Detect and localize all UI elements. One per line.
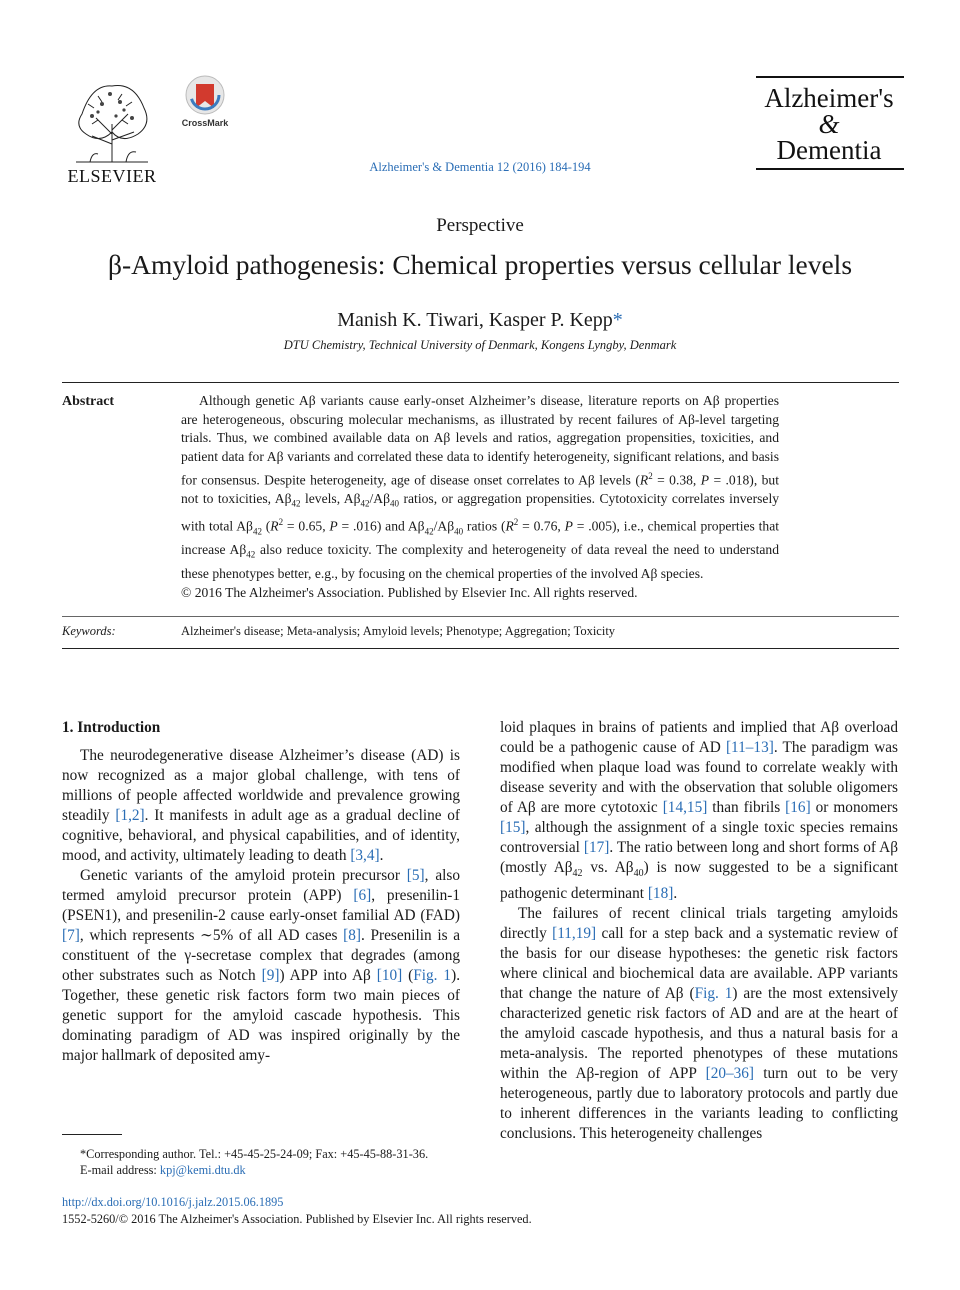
abstract-text: Although genetic Aβ variants cause early-onset Alzheimer’s disease, literature reports on Aβ properties are heterogeneous, obscuring molecular mechanisms, as illustrated by recent failures of Aβ-level targeting trials. Thus, we combined available data on Aβ levels and ratios, aggregation propensities, toxicities, and patient data for Aβ variants and correlated these data to identify heterogeneity, significant relations, and basis for consensus. Despite heterogeneity, age of disease onset correlates to Aβ levels ($R^2 = 0.38$, P = .018), but not to toxicities, $A\beta_{42}$ levels, $A\beta_{42}/A\beta_{40}$ ratios, or aggregation propensities. Cytotoxicity correlates inversely with total $A\beta_{42}$ ($R^2 = 0.65$, P = .016) and $A\beta_{42}/A\beta_{40}$ ratios ($R^2 = 0.76$, P = .005), i.e., chemical properties that increase $A\beta_{42}$ also reduce toxicity. The complexity and heterogeneity of data reveal the need to understand these phenotypes better, e.g., by focusing on the chemical properties of the involved Aβ species. © 2016 The Alzheimer's Association. Published by Elsevier Inc. All rights reserved. [181,392,779,602]
affiliation: DTU Chemistry, Technical University of Denmark, Kongens Lyngby, Denmark [283,338,677,352]
citation-link[interactable]: [11–13] [725,739,774,756]
abstract-label: Abstract [62,394,115,409]
corresponding-author-mark[interactable]: * [612,309,623,331]
citation-link[interactable]: [18] [647,885,674,903]
email-link[interactable]: kpj@kemi.dtu.dk [159,1163,246,1177]
crossmark-label: CrossMark [181,118,229,128]
body-column-right [500,718,898,1144]
corresponding-author-note: *Corresponding author. Tel.: +45-45-25-24-09; Fax: +45-45-88-31-36. [80,1147,429,1161]
paragraph: The neurodegenerative disease Alzheimer’s disease (AD) is now recognized as a major global challenge, with tens of millions of people affected worldwide and prevalence growing steadily [1,2]. It manifests in adult age as a gradual decline of cognitive, behavioral, and physical capabilities, and of identity, mood, and activity, ultimately leading to death [3,4]. [62,747,461,864]
figure-link[interactable]: Fig. 1 [413,967,452,984]
authors-text: Manish K. Tiwari, Kasper P. Kepp [337,309,613,331]
journal-citation[interactable]: Alzheimer's & Dementia 12 (2016) 184-194 [369,160,591,174]
article-title: β-Amyloid pathogenesis: Chemical properties versus cellular levels [107,249,853,280]
crossmark-badge[interactable] [180,74,230,128]
citation-link[interactable]: [7] [62,927,80,944]
journal-logo-line-3: Dementia [776,135,882,165]
citation-link[interactable]: [5] [406,867,425,884]
citation-link[interactable]: [8] [343,927,361,944]
paragraph: loid plaques in brains of patients and implied that Aβ overload could be a pathogenic cause of AD [11–13]. The paradigm was modified when plaque load was found to correlate weakly with disease severity and with the observation that soluble oligomers of Aβ are more cytotoxic [14,15] than fibrils [16] or monomers [15], although the assignment of a single toxic species remains controversial [17]. The ratio between long and short forms of Aβ (mostly $A\beta_{42}$ vs. $A\beta_{40}$) is now suggested to be a significant pathogenic determinant [18]. [500,719,899,903]
citation-link[interactable]: [16] [785,799,811,816]
abstract-bottom-rule [62,648,899,649]
issn-copyright: 1552-5260/© 2016 The Alzheimer's Association. Published by Elsevier Inc. All rights reserved. [62,1212,532,1226]
citation-link[interactable]: [1,2] [115,807,145,824]
paragraph: The failures of recent clinical trials targeting amyloids directly [11,19] call for a step back and a systematic review of the basis for our disease hypotheses: the genetic risk factors where clinical and biochemical data are available. APP variants that change the nature of Aβ (Fig. 1) are the most extensively characterized genetic risk factors of AD and are at the heart of the amyloid cascade hypothesis, and thus a natural basis for a meta-analysis. The reported phenotypes of these mutations within the Aβ-region of APP [20–36] turn out to be very heterogeneous, partly due to laboratory protocols and partly due to inherent differences in the variants leading to conflicting conclusions. This heterogeneity challenges [500,905,898,1143]
citation-link[interactable]: [6] [353,887,372,904]
citation-link[interactable]: [15] [500,819,526,836]
author-list [0,309,960,332]
footnote [62,1146,460,1178]
article-type: Perspective [436,215,524,236]
elsevier-logo [62,74,162,186]
journal-logo [754,76,904,176]
citation-link[interactable]: [3,4] [350,847,380,864]
citation-link[interactable]: [14,15] [662,799,708,816]
figure-link[interactable]: Fig. 1 [694,985,733,1003]
journal-logo-line-1: Alzheimer's [764,83,894,113]
citation-link[interactable]: [11,19] [552,925,597,943]
section-heading: 1. Introduction [62,719,161,736]
journal-logo-line-2: & [818,109,840,139]
keywords-rule [62,616,899,617]
abstract-top-rule [62,382,899,383]
doi-link[interactable]: http://dx.doi.org/10.1016/j.jalz.2015.06.1895 [62,1195,284,1209]
email-label: E-mail address: [80,1163,157,1177]
citation-link[interactable]: [20–36] [705,1065,755,1083]
publisher-name: ELSEVIER [67,166,157,186]
citation-link[interactable]: [10] [376,967,403,984]
keywords-label: Keywords: [62,624,116,638]
citation-link[interactable]: [9] [261,967,280,984]
paragraph: Genetic variants of the amyloid protein precursor [5], also termed amyloid precursor protein (APP) [6], presenilin-1 (PSEN1), and presenilin-2 cause early-onset familial AD (FAD) [7], which represents ∼5% of all AD cases [8]. Presenilin is a constituent of the γ-secretase complex that degrades (among other substrates such as Notch [9]) APP into Aβ [10] (Fig. 1). Together, these genetic risk factors form two main pieces of genetic support for the amyloid cascade hypothesis. This dominating paradigm of AD was inspired originally by the major hallmark of deposited amy- [62,867,461,1064]
body-column-left [62,718,460,1066]
abstract-copyright: © 2016 The Alzheimer's Association. Published by Elsevier Inc. All rights reserved. [181,584,638,600]
keywords-list: Alzheimer's disease; Meta-analysis; Amyloid levels; Phenotype; Aggregation; Toxicity [181,624,616,638]
footnote-rule [62,1134,122,1135]
citation-link[interactable]: [17] [583,839,610,856]
